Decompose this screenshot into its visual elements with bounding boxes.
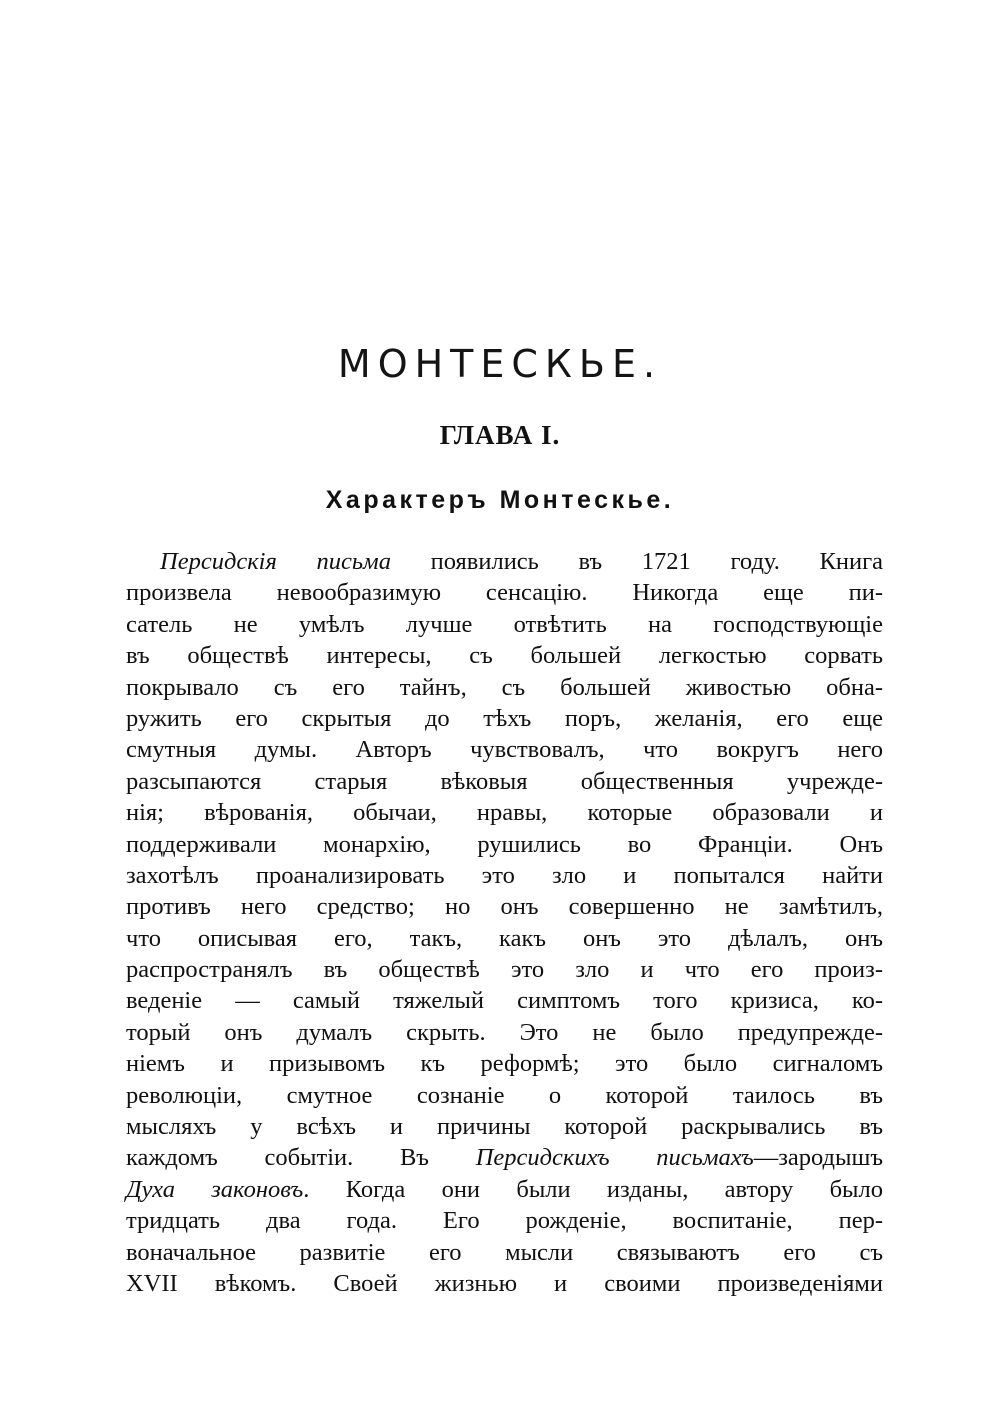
text-line: Персидскія письма появились въ 1721 году. Книга <box>160 548 883 575</box>
text-line: каждомъ событіи. Въ Персидскихъ письмахъ—зародышъ <box>126 1144 883 1172</box>
italic-title: Духа законовъ <box>126 1175 304 1203</box>
text-line: ніемъ и призывомъ къ реформѣ; это было сигналомъ <box>126 1050 883 1078</box>
text-line: нія; вѣрованія, обычаи, нравы, которые образовали и <box>126 799 883 827</box>
text-line: поддерживали монархію, рушились во Франціи. Онъ <box>126 830 883 858</box>
text-line: XVII вѣкомъ. Своей жизнью и своими произведеніями <box>126 1269 883 1297</box>
book-title: МОНТЕСКЬЕ. <box>337 342 663 386</box>
body-paragraph <box>126 546 883 1299</box>
text-line: разсыпаются старыя вѣковыя общественныя учрежде- <box>126 767 883 795</box>
text-line: захотѣлъ проанализировать это зло и попытался найти <box>126 861 883 889</box>
chapter-heading: ГЛАВА I. <box>439 420 561 450</box>
text-line: смутныя думы. Авторъ чувствовалъ, что вокругъ него <box>126 736 883 764</box>
text-line: торый онъ думалъ скрыть. Это не было предупрежде- <box>126 1018 883 1046</box>
text-line: воначальное развитіе его мысли связываютъ его съ <box>126 1238 883 1266</box>
text-line: произвела невообразимую сенсацію. Никогда еще пи- <box>126 579 883 607</box>
text-line: что описывая его, такъ, какъ онъ это дѣлалъ, онъ <box>126 924 883 952</box>
text-line: тридцать два года. Его рожденіе, воспитаніе, пер- <box>126 1207 883 1235</box>
italic-title: Персидскія письма <box>160 548 391 575</box>
text-line: Духа законовъ. Когда они были изданы, автору было <box>126 1175 883 1203</box>
text-line: противъ него средство; но онъ совершенно не замѣтилъ, <box>126 893 883 921</box>
text-line: веденіе — самый тяжелый симптомъ того кризиса, ко- <box>126 987 883 1015</box>
italic-title: Персидскихъ письмахъ <box>475 1144 754 1172</box>
text-line: ружить его скрытыя до тѣхъ поръ, желанія, его еще <box>126 704 883 732</box>
text-line: распространялъ въ обществѣ это зло и что его произ- <box>126 956 883 984</box>
text-line: мысляхъ у всѣхъ и причины которой раскрывались въ <box>126 1113 883 1141</box>
chapter-subtitle: Характеръ Монтескье. <box>325 486 675 514</box>
text-line: революціи, смутное сознаніе о которой таилось въ <box>126 1081 883 1109</box>
text-line: покрывало съ его тайнъ, съ большей живостью обна- <box>126 673 883 701</box>
text-line: сатель не умѣлъ лучше отвѣтить на господствующіе <box>126 610 883 638</box>
text-line: въ обществѣ интересы, съ большей легкостью сорвать <box>126 642 883 670</box>
